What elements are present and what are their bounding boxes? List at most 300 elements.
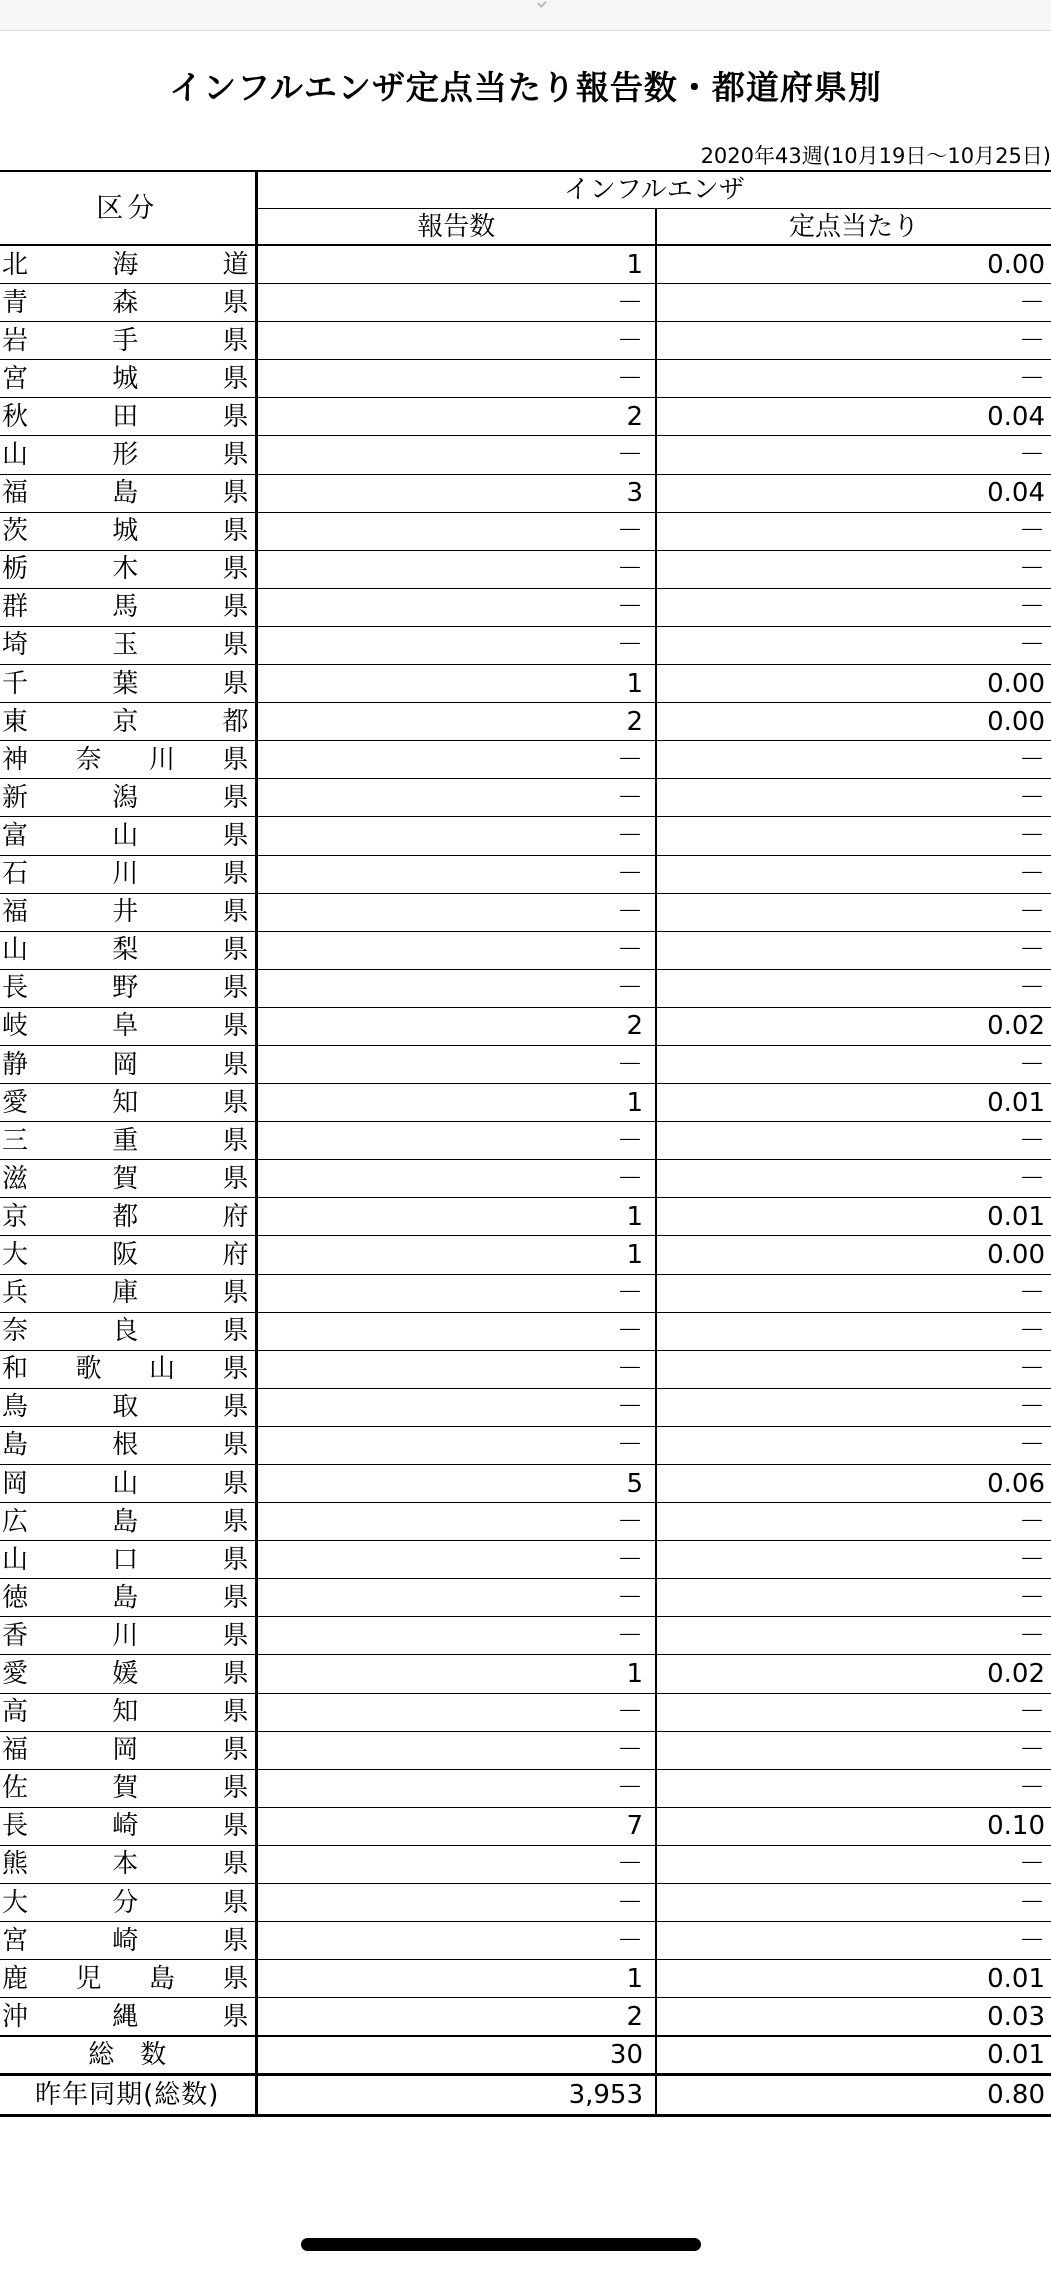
prefecture-char: 山 xyxy=(2,1544,29,1575)
header-per-sentinel: 定点当たり xyxy=(656,209,1051,246)
prefecture-char: 県 xyxy=(222,1316,249,1347)
prefecture-char: 和 xyxy=(2,1354,29,1385)
prefecture-char: 潟 xyxy=(112,782,139,813)
prefecture-char: 県 xyxy=(222,935,249,966)
prefecture-char: 県 xyxy=(222,440,249,471)
per-sentinel-value: 0.06 xyxy=(656,1465,1051,1503)
total-reports: 30 xyxy=(256,2036,656,2075)
prefecture-char: 島 xyxy=(112,478,139,509)
per-sentinel-value: 0.01 xyxy=(656,1084,1051,1122)
report-period: 2020年43週(10月19日～10月25日) xyxy=(700,144,1051,168)
prefecture-name xyxy=(0,1426,256,1464)
prefecture-char: 秋 xyxy=(2,401,29,432)
per-sentinel-value: － xyxy=(656,322,1051,360)
prefecture-char: 県 xyxy=(222,363,249,394)
prefecture-char: 山 xyxy=(2,440,29,471)
report-count: 3 xyxy=(256,474,656,512)
per-sentinel-value: － xyxy=(656,1731,1051,1769)
per-sentinel-value: － xyxy=(656,436,1051,474)
table-row xyxy=(0,1388,1051,1426)
prefecture-char: 重 xyxy=(112,1125,139,1156)
prefecture-name xyxy=(0,474,256,512)
prefecture-char: 都 xyxy=(222,706,249,737)
table-row xyxy=(0,855,1051,893)
report-count: － xyxy=(256,1350,656,1388)
prefecture-char: 岡 xyxy=(112,1735,139,1766)
previous-year-row xyxy=(0,2075,1051,2116)
report-count: 1 xyxy=(256,1960,656,1998)
prefecture-char: 葉 xyxy=(112,668,139,699)
previous-year-rate: 0.80 xyxy=(656,2075,1051,2116)
table-row xyxy=(0,1998,1051,2037)
per-sentinel-value: － xyxy=(656,1693,1051,1731)
table-row xyxy=(0,284,1051,322)
per-sentinel-value: － xyxy=(656,1617,1051,1655)
per-sentinel-value: － xyxy=(656,1312,1051,1350)
prefecture-char: 馬 xyxy=(112,592,139,623)
prefecture-char: 長 xyxy=(2,1811,29,1842)
prefecture-name xyxy=(0,550,256,588)
prefecture-char: 県 xyxy=(222,1354,249,1385)
prefecture-char: 千 xyxy=(2,668,29,699)
prefecture-name xyxy=(0,626,256,664)
table-row xyxy=(0,436,1051,474)
report-count: 1 xyxy=(256,1084,656,1122)
previous-year-reports: 3,953 xyxy=(256,2075,656,2116)
prefecture-char: 県 xyxy=(222,478,249,509)
prefecture-name xyxy=(0,1274,256,1312)
per-sentinel-value: 0.00 xyxy=(656,1236,1051,1274)
table-row xyxy=(0,322,1051,360)
prefecture-char: 神 xyxy=(2,744,29,775)
table-row xyxy=(0,817,1051,855)
total-row xyxy=(0,2036,1051,2075)
report-count: 1 xyxy=(256,1655,656,1693)
table-row xyxy=(0,1084,1051,1122)
prefecture-char: 川 xyxy=(148,744,175,775)
per-sentinel-value: － xyxy=(656,1274,1051,1312)
previous-year-label: 昨年同期(総数) xyxy=(0,2075,256,2116)
report-count: － xyxy=(256,550,656,588)
prefecture-char: 分 xyxy=(112,1887,139,1918)
prefecture-char: 島 xyxy=(148,1963,175,1994)
prefecture-char: 宮 xyxy=(2,1925,29,1956)
table-row xyxy=(0,245,1051,284)
prefecture-char: 府 xyxy=(222,1239,249,1270)
per-sentinel-value: 0.00 xyxy=(656,245,1051,284)
prefecture-char: 阜 xyxy=(112,1011,139,1042)
prefecture-char: 庫 xyxy=(112,1278,139,1309)
prefecture-char: 県 xyxy=(222,1887,249,1918)
prefecture-name xyxy=(0,1045,256,1083)
prefecture-name xyxy=(0,398,256,436)
prefecture-char: 新 xyxy=(2,782,29,813)
per-sentinel-value: － xyxy=(656,1388,1051,1426)
prefecture-char: 賀 xyxy=(112,1163,139,1194)
prefecture-char: 大 xyxy=(2,1239,29,1270)
report-count: 1 xyxy=(256,665,656,703)
report-count: － xyxy=(256,1388,656,1426)
per-sentinel-value: 0.02 xyxy=(656,1007,1051,1045)
prefecture-char: 広 xyxy=(2,1506,29,1537)
report-count: － xyxy=(256,360,656,398)
table-row xyxy=(0,1617,1051,1655)
per-sentinel-value: － xyxy=(656,284,1051,322)
prefecture-char: 児 xyxy=(75,1963,102,1994)
report-count: 2 xyxy=(256,703,656,741)
prefecture-char: 縄 xyxy=(112,2001,139,2032)
prefecture-name xyxy=(0,741,256,779)
prefecture-char: 城 xyxy=(112,516,139,547)
prefecture-char: 三 xyxy=(2,1125,29,1156)
table-row xyxy=(0,665,1051,703)
table-row xyxy=(0,1769,1051,1807)
prefecture-char: 県 xyxy=(222,668,249,699)
report-count: － xyxy=(256,1160,656,1198)
prefecture-char: 愛 xyxy=(2,1087,29,1118)
report-count: － xyxy=(256,931,656,969)
prefecture-rows xyxy=(0,245,1051,2036)
prefecture-name xyxy=(0,245,256,284)
prefecture-char: 川 xyxy=(112,859,139,890)
report-count: － xyxy=(256,741,656,779)
prefecture-name xyxy=(0,360,256,398)
prefecture-name xyxy=(0,969,256,1007)
report-count: 1 xyxy=(256,1236,656,1274)
prefecture-char: 島 xyxy=(112,1582,139,1613)
prefecture-char: 岡 xyxy=(2,1468,29,1499)
prefecture-char: 県 xyxy=(222,1963,249,1994)
report-count: － xyxy=(256,969,656,1007)
prefecture-char: 県 xyxy=(222,1925,249,1956)
prefecture-char: 県 xyxy=(222,1697,249,1728)
prefecture-name xyxy=(0,855,256,893)
prefecture-name xyxy=(0,1388,256,1426)
table-row xyxy=(0,360,1051,398)
per-sentinel-value: － xyxy=(656,1579,1051,1617)
prefecture-name xyxy=(0,436,256,474)
per-sentinel-value: － xyxy=(656,1350,1051,1388)
prefecture-name xyxy=(0,284,256,322)
prefecture-char: 県 xyxy=(222,1011,249,1042)
per-sentinel-value: － xyxy=(656,1503,1051,1541)
prefecture-char: 県 xyxy=(222,1544,249,1575)
prefecture-char: 山 xyxy=(112,820,139,851)
prefecture-char: 県 xyxy=(222,1735,249,1766)
prefecture-char: 川 xyxy=(112,1620,139,1651)
report-count: － xyxy=(256,1731,656,1769)
report-count: － xyxy=(256,322,656,360)
prefecture-name xyxy=(0,1236,256,1274)
prefecture-char: 手 xyxy=(112,325,139,356)
prefecture-name xyxy=(0,1541,256,1579)
table-row xyxy=(0,1160,1051,1198)
per-sentinel-value: － xyxy=(656,1426,1051,1464)
report-count: － xyxy=(256,1045,656,1083)
report-count: － xyxy=(256,817,656,855)
table-row xyxy=(0,1312,1051,1350)
prefecture-name xyxy=(0,893,256,931)
per-sentinel-value: － xyxy=(656,550,1051,588)
per-sentinel-value: － xyxy=(656,817,1051,855)
report-count: － xyxy=(256,1617,656,1655)
prefecture-char: 滋 xyxy=(2,1163,29,1194)
prefecture-name xyxy=(0,1160,256,1198)
prefecture-name xyxy=(0,1731,256,1769)
report-count: － xyxy=(256,588,656,626)
per-sentinel-value: － xyxy=(656,893,1051,931)
prefecture-char: 福 xyxy=(2,478,29,509)
per-sentinel-value: － xyxy=(656,1884,1051,1922)
prefecture-char: 城 xyxy=(112,363,139,394)
report-count: 1 xyxy=(256,1198,656,1236)
prefecture-char: 海 xyxy=(112,249,139,280)
per-sentinel-value: 0.03 xyxy=(656,1998,1051,2037)
report-count: 7 xyxy=(256,1807,656,1845)
prefecture-char: 愛 xyxy=(2,1659,29,1690)
prefecture-char: 田 xyxy=(112,401,139,432)
per-sentinel-value: － xyxy=(656,1769,1051,1807)
report-count: － xyxy=(256,1541,656,1579)
report-count: － xyxy=(256,893,656,931)
prefecture-name xyxy=(0,1350,256,1388)
prefecture-char: 県 xyxy=(222,859,249,890)
table-row xyxy=(0,741,1051,779)
per-sentinel-value: 0.01 xyxy=(656,1960,1051,1998)
prefecture-char: 熊 xyxy=(2,1849,29,1880)
prefecture-char: 野 xyxy=(112,973,139,1004)
prefecture-name xyxy=(0,1693,256,1731)
table-row xyxy=(0,550,1051,588)
prefecture-char: 阪 xyxy=(112,1239,139,1270)
per-sentinel-value: 0.04 xyxy=(656,474,1051,512)
prefecture-char: 群 xyxy=(2,592,29,623)
table-row xyxy=(0,1541,1051,1579)
prefecture-char: 崎 xyxy=(112,1811,139,1842)
report-count: 2 xyxy=(256,1998,656,2037)
prefecture-char: 良 xyxy=(112,1316,139,1347)
per-sentinel-value: － xyxy=(656,931,1051,969)
per-sentinel-value: 0.10 xyxy=(656,1807,1051,1845)
prefecture-char: 本 xyxy=(112,1849,139,1880)
prefecture-char: 長 xyxy=(2,973,29,1004)
prefecture-name xyxy=(0,1465,256,1503)
prefecture-name xyxy=(0,1312,256,1350)
prefecture-char: 京 xyxy=(112,706,139,737)
prefecture-name xyxy=(0,817,256,855)
prefecture-name xyxy=(0,1007,256,1045)
report-count: － xyxy=(256,1845,656,1883)
table-row xyxy=(0,398,1051,436)
chevron-down-icon[interactable] xyxy=(537,0,547,8)
report-count: － xyxy=(256,1503,656,1541)
prefecture-char: 青 xyxy=(2,287,29,318)
browser-top-bar xyxy=(0,0,1051,31)
table-row xyxy=(0,969,1051,1007)
prefecture-char: 梨 xyxy=(112,935,139,966)
per-sentinel-value: 0.00 xyxy=(656,665,1051,703)
prefecture-char: 玉 xyxy=(112,630,139,661)
prefecture-name xyxy=(0,1617,256,1655)
prefecture-name xyxy=(0,1998,256,2037)
per-sentinel-value: － xyxy=(656,512,1051,550)
table-row xyxy=(0,1350,1051,1388)
per-sentinel-value: － xyxy=(656,1160,1051,1198)
prefecture-name xyxy=(0,512,256,550)
prefecture-char: 鳥 xyxy=(2,1392,29,1423)
report-count: － xyxy=(256,1693,656,1731)
prefecture-char: 島 xyxy=(112,1506,139,1537)
prefecture-char: 香 xyxy=(2,1620,29,1651)
prefecture-name xyxy=(0,703,256,741)
prefecture-char: 県 xyxy=(222,1468,249,1499)
total-label: 総 数 xyxy=(0,2036,256,2075)
prefecture-char: 兵 xyxy=(2,1278,29,1309)
per-sentinel-value: － xyxy=(656,588,1051,626)
prefecture-char: 埼 xyxy=(2,630,29,661)
table-row xyxy=(0,1922,1051,1960)
per-sentinel-value: 0.00 xyxy=(656,703,1051,741)
prefecture-char: 木 xyxy=(112,554,139,585)
prefecture-char: 山 xyxy=(112,1468,139,1499)
report-count: － xyxy=(256,284,656,322)
prefecture-char: 知 xyxy=(112,1087,139,1118)
prefecture-char: 県 xyxy=(222,630,249,661)
prefecture-name xyxy=(0,1579,256,1617)
table-row xyxy=(0,1579,1051,1617)
table-row xyxy=(0,703,1051,741)
report-count: 2 xyxy=(256,1007,656,1045)
report-count: － xyxy=(256,1312,656,1350)
prefecture-char: 歌 xyxy=(75,1354,102,1385)
prefecture-name xyxy=(0,322,256,360)
prefecture-char: 石 xyxy=(2,859,29,890)
prefecture-char: 県 xyxy=(222,325,249,356)
prefecture-char: 奈 xyxy=(2,1316,29,1347)
prefecture-char: 県 xyxy=(222,1392,249,1423)
prefecture-char: 県 xyxy=(222,1811,249,1842)
prefecture-name xyxy=(0,1122,256,1160)
prefecture-name xyxy=(0,1845,256,1883)
prefecture-char: 根 xyxy=(112,1430,139,1461)
prefecture-char: 岩 xyxy=(2,325,29,356)
prefecture-char: 県 xyxy=(222,554,249,585)
table-row xyxy=(0,1884,1051,1922)
per-sentinel-value: － xyxy=(656,1122,1051,1160)
table-row xyxy=(0,1693,1051,1731)
home-indicator[interactable] xyxy=(301,2238,701,2251)
prefecture-char: 取 xyxy=(112,1392,139,1423)
prefecture-char: 賀 xyxy=(112,1773,139,1804)
prefecture-name xyxy=(0,1884,256,1922)
prefecture-char: 県 xyxy=(222,1430,249,1461)
prefecture-name xyxy=(0,1960,256,1998)
table-row xyxy=(0,1198,1051,1236)
per-sentinel-value: － xyxy=(656,1541,1051,1579)
prefecture-char: 県 xyxy=(222,1659,249,1690)
report-count: － xyxy=(256,1769,656,1807)
prefecture-char: 県 xyxy=(222,973,249,1004)
per-sentinel-value: － xyxy=(656,1845,1051,1883)
per-sentinel-value: 0.04 xyxy=(656,398,1051,436)
report-count: － xyxy=(256,1426,656,1464)
prefecture-char: 福 xyxy=(2,1735,29,1766)
report-count: 2 xyxy=(256,398,656,436)
prefecture-name xyxy=(0,1503,256,1541)
prefecture-char: 県 xyxy=(222,782,249,813)
report-count: － xyxy=(256,779,656,817)
prefecture-char: 県 xyxy=(222,1620,249,1651)
prefecture-char: 口 xyxy=(112,1544,139,1575)
per-sentinel-value: － xyxy=(656,779,1051,817)
table-row xyxy=(0,931,1051,969)
report-count: － xyxy=(256,1884,656,1922)
table-row xyxy=(0,779,1051,817)
report-count: － xyxy=(256,626,656,664)
prefecture-char: 佐 xyxy=(2,1773,29,1804)
prefecture-char: 県 xyxy=(222,744,249,775)
report-count: － xyxy=(256,1122,656,1160)
prefecture-char: 栃 xyxy=(2,554,29,585)
prefecture-char: 県 xyxy=(222,1049,249,1080)
prefecture-char: 県 xyxy=(222,1125,249,1156)
table-row xyxy=(0,1960,1051,1998)
prefecture-char: 道 xyxy=(222,249,249,280)
prefecture-char: 崎 xyxy=(112,1925,139,1956)
prefecture-char: 県 xyxy=(222,592,249,623)
table-row xyxy=(0,1845,1051,1883)
prefecture-name xyxy=(0,779,256,817)
prefecture-char: 福 xyxy=(2,897,29,928)
report-count: － xyxy=(256,1274,656,1312)
report-count: － xyxy=(256,1579,656,1617)
prefecture-char: 高 xyxy=(2,1697,29,1728)
prefecture-name xyxy=(0,588,256,626)
per-sentinel-value: － xyxy=(656,1922,1051,1960)
prefecture-char: 県 xyxy=(222,1849,249,1880)
total-rate: 0.01 xyxy=(656,2036,1051,2075)
influenza-table xyxy=(0,170,1051,2117)
prefecture-name xyxy=(0,1655,256,1693)
prefecture-char: 県 xyxy=(222,516,249,547)
report-count: 5 xyxy=(256,1465,656,1503)
table-row xyxy=(0,1045,1051,1083)
prefecture-char: 媛 xyxy=(112,1659,139,1690)
header-kubun: 区分 xyxy=(0,171,256,245)
prefecture-char: 茨 xyxy=(2,516,29,547)
per-sentinel-value: － xyxy=(656,626,1051,664)
table-row xyxy=(0,1007,1051,1045)
prefecture-name xyxy=(0,931,256,969)
table-row xyxy=(0,1426,1051,1464)
prefecture-char: 府 xyxy=(222,1201,249,1232)
prefecture-char: 県 xyxy=(222,1773,249,1804)
table-row xyxy=(0,626,1051,664)
prefecture-name xyxy=(0,1769,256,1807)
per-sentinel-value: － xyxy=(656,360,1051,398)
prefecture-name xyxy=(0,1198,256,1236)
prefecture-char: 県 xyxy=(222,287,249,318)
prefecture-name xyxy=(0,665,256,703)
per-sentinel-value: 0.01 xyxy=(656,1198,1051,1236)
prefecture-name xyxy=(0,1807,256,1845)
report-count: － xyxy=(256,855,656,893)
prefecture-char: 徳 xyxy=(2,1582,29,1613)
per-sentinel-value: － xyxy=(656,855,1051,893)
prefecture-name xyxy=(0,1084,256,1122)
table-row xyxy=(0,588,1051,626)
prefecture-char: 森 xyxy=(112,287,139,318)
